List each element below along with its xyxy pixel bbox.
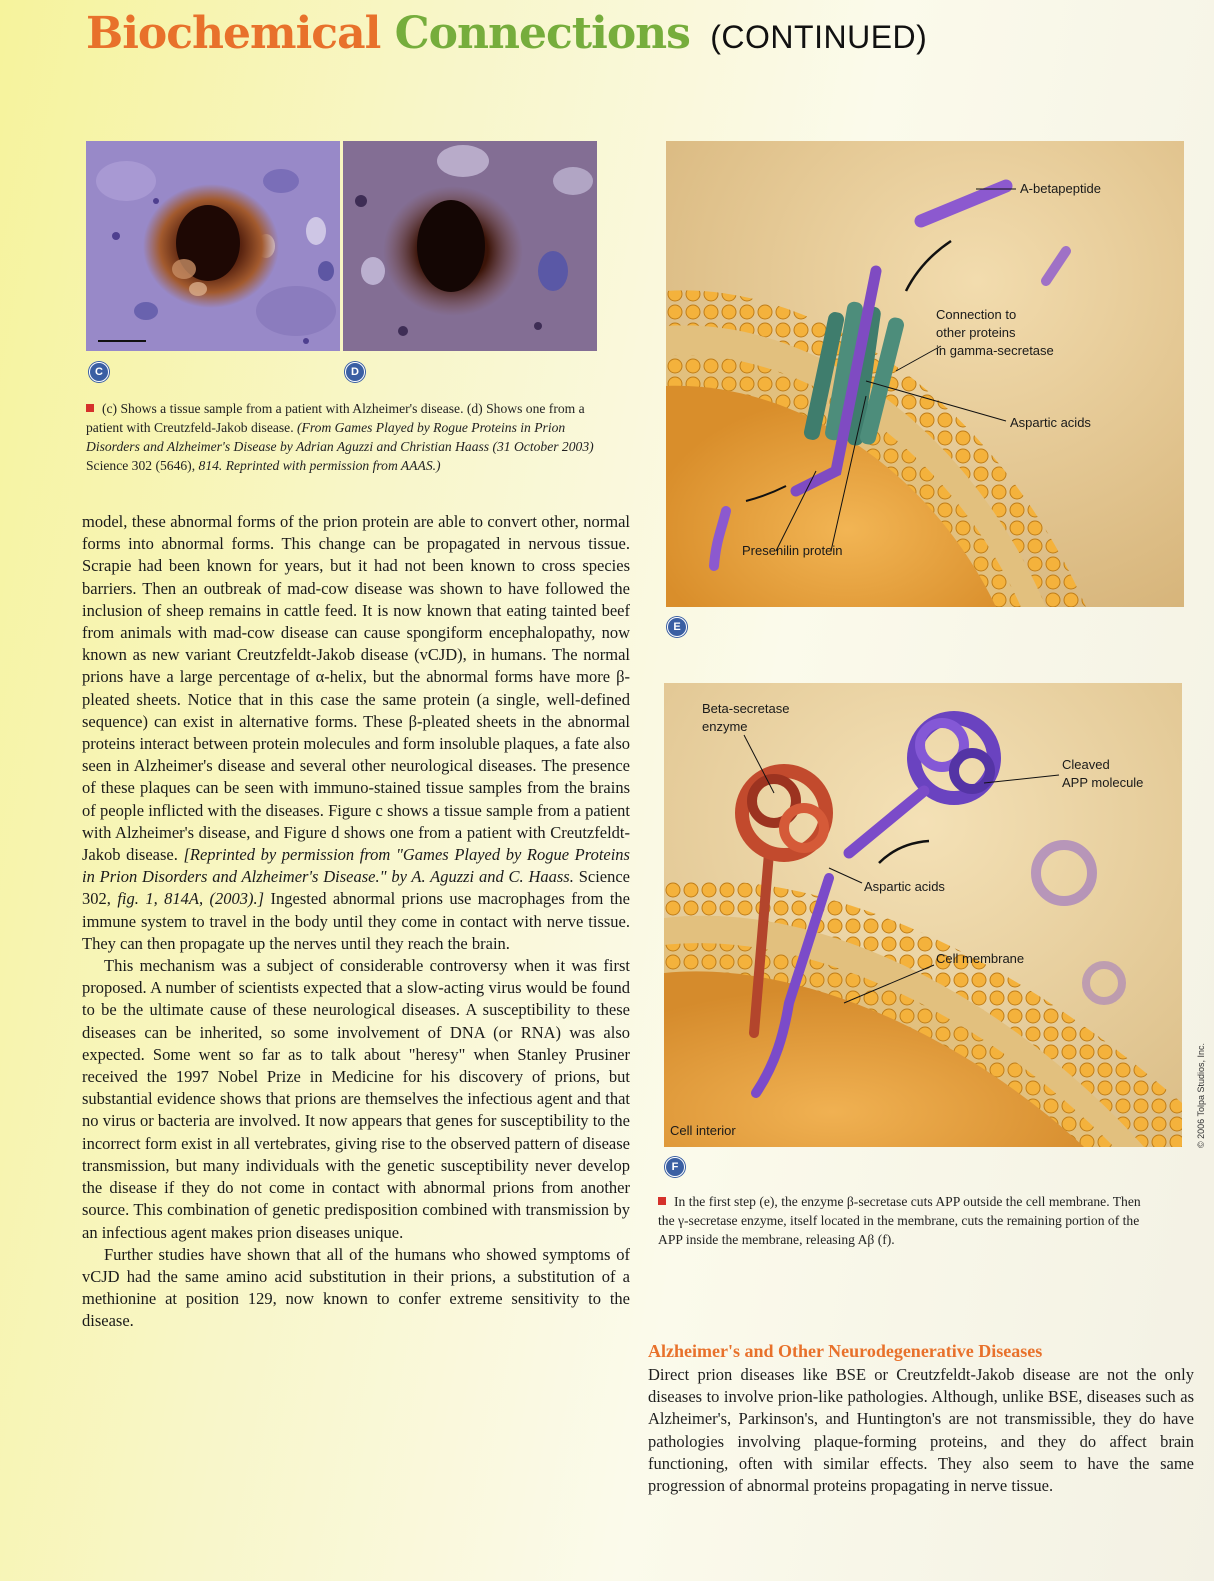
figure-ef-caption: In the first step (e), the enzyme β-secretase cuts APP outside the cell membrane. Then the γ-secretase enzyme, itself located in the membrane, cuts the remaining portion of the APP inside the membrane, releasing Aβ (f). (658, 1194, 1141, 1247)
figure-d-badge: D (345, 362, 365, 382)
label-aspartic-acids-f: Aspartic acids (864, 879, 945, 894)
paragraph-1: model, these abnormal forms of the prion protein are able to convert other, normal forms into abnormal forms. This change can be propagated in nervous tissue. Scrapie had been known for years, but it had not been known to cross species barriers. Then an outbreak of mad-cow disease was shown to have followed the inclusion of sheep remains in cattle feed. It is now known that eating tainted beef from animals with mad-cow disease can cause spongiform encephalopathy, now known as new variant Creutzfeldt-Jakob disease (vCJD), in humans. The normal prions have a large percentage of α-helix, but the abnormal forms have more β-pleated sheets. Notice that in this case the same protein (a single, well-defined sequence) can exist in alternative forms. These β-pleated sheets in the abnormal proteins interact between protein molecules and form insoluble plaques, a fate also seen in Alzheimer's disease and several other neurological diseases. The presence of these plaques can be seen with immuno-stained tissue samples from the brains of people inflicted with the diseases. Figure c shows a tissue sample from a patient with Alzheimer's disease, and Figure d shows one from a patient with Creutzfeldt-Jakob disease. [Reprinted by permission from "Games Played by Rogue Proteins in Prion Disorders and Alzheimer's Disease." by A. Aguzzi and C. Haass. Science 302, fig. 1, 814A, (2003).] Ingested abnormal prions use macrophages from the immune system to travel in the body until they come in contact with nerve tissue. They can then propagate up the nerves until they reach the brain. (82, 512, 630, 953)
label-connection-3: in gamma-secretase (936, 343, 1054, 358)
page-title (86, 8, 927, 59)
body-text-column (82, 511, 630, 1333)
label-a-betapeptide: A-betapeptide (1020, 181, 1101, 196)
section-heading: Alzheimer's and Other Neurodegenerative Diseases (648, 1341, 1043, 1361)
red-square-bullet-icon (658, 1197, 666, 1205)
label-cell-membrane: Cell membrane (936, 951, 1025, 966)
label-connection-2: other proteins (936, 325, 1016, 340)
figure-f-illustration (664, 683, 1182, 1147)
image-credit: © 2006 Tolpa Studios, Inc. (1196, 1042, 1206, 1148)
label-aspartic-acids-e: Aspartic acids (1010, 415, 1091, 430)
section-paragraph: Direct prion diseases like BSE or Creutzfeldt-Jakob disease are not the only diseases to involve prion-like pathologies. Although, unlike BSE, diseases such as Alzheimer's, Parkinson's, and Huntington's are not transmissible, they do have pathologies involving plaque-forming proteins, and they do affect brain functioning, often with similar effects. They also seem to have the same progression of abnormal proteins propagating in nerve tissue. (648, 1365, 1194, 1496)
title-continued: (CONTINUED) (710, 19, 928, 55)
label-beta-secretase-1: Beta-secretase (702, 701, 790, 716)
label-presenilin: Presenilin protein (742, 543, 843, 558)
paragraph-3: Further studies have shown that all of the humans who showed symptoms of vCJD had the same amino acid substitution in their prions, a substitution of a methionine at position 129, now known to confer extreme sensitivity to the disease. (82, 1244, 630, 1331)
title-biochemical: Biochemical (86, 8, 381, 59)
figure-f-badge: F (665, 1157, 685, 1177)
figure-cd-caption: (c) Shows a tissue sample from a patient with Alzheimer's disease. (d) Shows one from a patient with Creutzfeld-Jakob disease. (From Games Played by Rogue Proteins in Prion Disorders and Alzheimer's Disease by Adrian Aguzzi and Christian Haass (31 October 2003) Science 302 (5646), 814. Reprinted with permission from AAAS.) (86, 401, 594, 473)
paragraph-2: This mechanism was a subject of considerable controversy when it was first proposed. A number of scientists expected that a slow-acting virus would be found to be the ultimate cause of these neurological diseases. A susceptibility to these diseases can be inherited, so some involvement of DNA (or RNA) was also expected. Some went so far as to talk about "heresy" when Stanley Prusiner received the 1997 Nobel Prize in Medicine for his discovery of prions, but substantial evidence shows that prions are themselves the infectious agent and that no virus or bacteria are involved. It now appears that genes for susceptibility to the incorrect form exist in all vertebrates, giving rise to the observed pattern of disease transmission, but many individuals with the genetic susceptibility never develop the disease if they do not come in contact with abnormal prions from another source. This combination of genetic predisposition combined with transmission by an infectious agent makes prion diseases unique. (82, 956, 630, 1242)
label-cleaved-2: APP molecule (1062, 775, 1144, 790)
figure-c-badge: C (89, 362, 109, 382)
label-cleaved-1: Cleaved (1062, 757, 1110, 772)
red-square-bullet-icon (86, 404, 94, 412)
label-cell-interior: Cell interior (670, 1123, 736, 1138)
alzheimers-section (648, 1341, 1194, 1497)
label-beta-secretase-2: enzyme (702, 719, 748, 734)
title-connections: Connections (394, 8, 690, 59)
label-connection-1: Connection to (936, 307, 1017, 322)
figure-e-badge: E (667, 617, 687, 637)
micrograph-d (343, 141, 597, 351)
micrograph-c (86, 141, 340, 351)
figure-e-illustration (666, 141, 1184, 607)
